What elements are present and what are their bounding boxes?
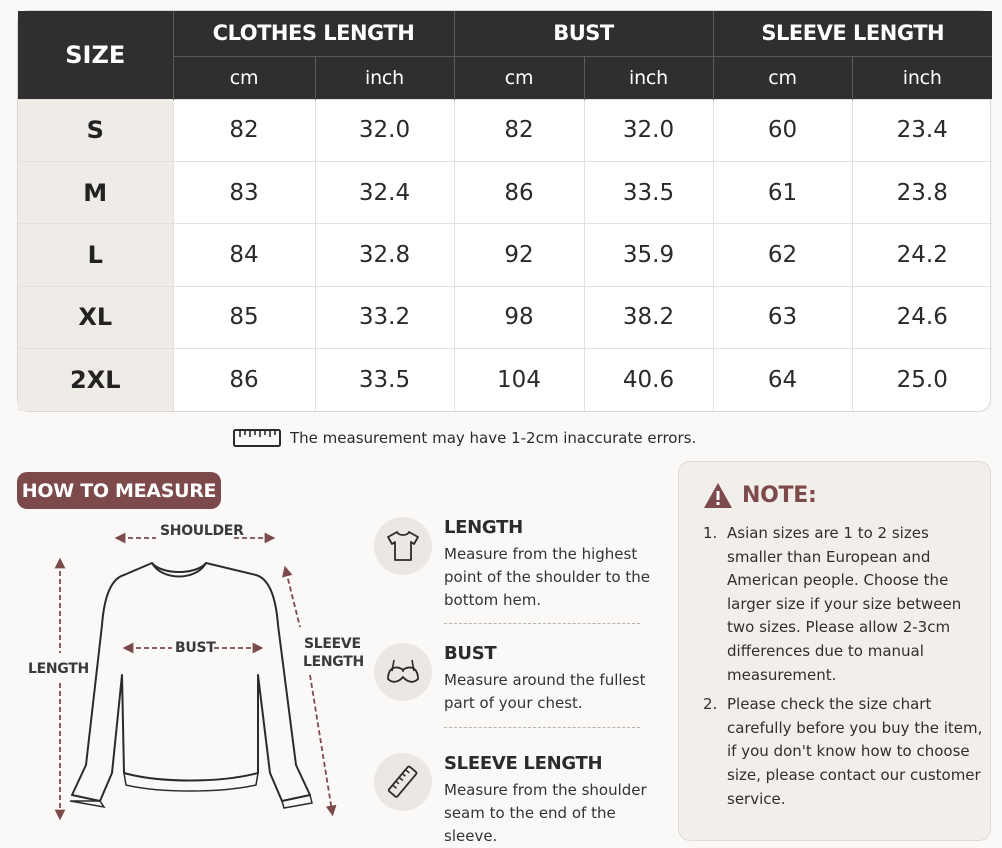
unit-header: cm bbox=[173, 56, 315, 99]
measure-item-bust bbox=[374, 643, 664, 733]
table-cell: 23.4 bbox=[852, 99, 992, 161]
note-title: NOTE: bbox=[742, 483, 817, 508]
table-cell: 32.0 bbox=[315, 99, 454, 161]
size-cell: 2XL bbox=[18, 349, 173, 411]
table-cell: 92 bbox=[454, 224, 584, 286]
table-cell: 38.2 bbox=[584, 286, 713, 348]
list-item bbox=[703, 693, 983, 811]
unit-header: inch bbox=[852, 56, 992, 99]
divider bbox=[444, 727, 640, 728]
unit-header: cm bbox=[713, 56, 852, 99]
note-text: Asian sizes are 1 to 2 sizes smaller than European and American people. Choose the larger size if your size between two sizes. Please allow 2-3cm differences due to manual measurement. bbox=[727, 524, 962, 684]
tshirt-icon bbox=[374, 517, 432, 575]
table-cell: 32.8 bbox=[315, 224, 454, 286]
sleeve-label-line2: LENGTH bbox=[303, 654, 364, 670]
measure-title: SLEEVE LENGTH bbox=[444, 753, 603, 774]
size-header: SIZE bbox=[18, 11, 173, 99]
table-cell: 61 bbox=[713, 161, 852, 223]
table-cell: 86 bbox=[454, 161, 584, 223]
table-cell: 23.8 bbox=[852, 161, 992, 223]
unit-header: inch bbox=[315, 56, 454, 99]
measure-title: BUST bbox=[444, 643, 497, 664]
measurement-note-text: The measurement may have 1-2cm inaccurate errors. bbox=[290, 429, 697, 447]
measure-title: LENGTH bbox=[444, 517, 523, 538]
table-row bbox=[18, 99, 992, 161]
ruler-icon bbox=[233, 428, 281, 448]
table-cell: 32.4 bbox=[315, 161, 454, 223]
table-row bbox=[18, 286, 992, 348]
size-cell: XL bbox=[18, 286, 173, 348]
sleeve-length-header: SLEEVE LENGTH bbox=[713, 11, 992, 56]
table-cell: 82 bbox=[173, 99, 315, 161]
table-cell: 60 bbox=[713, 99, 852, 161]
size-cell: M bbox=[18, 161, 173, 223]
table-cell: 25.0 bbox=[852, 349, 992, 411]
measure-item-sleeve bbox=[374, 753, 664, 845]
measure-description: Measure from the highest point of the shoulder to the bottom hem. bbox=[444, 545, 650, 609]
sleeve-label-line1: SLEEVE bbox=[304, 636, 361, 652]
how-to-measure-badge: HOW TO MEASURE bbox=[17, 472, 221, 509]
table-row bbox=[18, 224, 992, 286]
measure-item-length bbox=[374, 517, 664, 617]
note-number: 1. bbox=[703, 524, 718, 542]
length-label: LENGTH bbox=[28, 661, 89, 677]
table-cell: 33.5 bbox=[584, 161, 713, 223]
bust-header: BUST bbox=[454, 11, 713, 56]
divider bbox=[444, 623, 640, 624]
table-cell: 104 bbox=[454, 349, 584, 411]
table-cell: 84 bbox=[173, 224, 315, 286]
list-item bbox=[703, 522, 983, 687]
table-row bbox=[18, 161, 992, 223]
size-cell: L bbox=[18, 224, 173, 286]
measure-description: Measure around the fullest part of your chest. bbox=[444, 671, 646, 712]
table-cell: 62 bbox=[713, 224, 852, 286]
table-cell: 98 bbox=[454, 286, 584, 348]
table-cell: 33.5 bbox=[315, 349, 454, 411]
table-cell: 32.0 bbox=[584, 99, 713, 161]
table-cell: 85 bbox=[173, 286, 315, 348]
note-heading bbox=[703, 482, 816, 509]
note-text: Please check the size chart carefully before you buy the item, if you don't know how to choose size, please contact our customer service. bbox=[727, 695, 983, 808]
table-cell: 63 bbox=[713, 286, 852, 348]
table-cell: 83 bbox=[173, 161, 315, 223]
table-cell: 24.6 bbox=[852, 286, 992, 348]
table-cell: 24.2 bbox=[852, 224, 992, 286]
warning-icon bbox=[703, 482, 733, 509]
table-cell: 86 bbox=[173, 349, 315, 411]
table-row bbox=[18, 349, 992, 411]
clothes-length-header: CLOTHES LENGTH bbox=[173, 11, 454, 56]
table-cell: 64 bbox=[713, 349, 852, 411]
measure-description: Measure from the shoulder seam to the end of the sleeve. bbox=[444, 781, 647, 845]
table-cell: 82 bbox=[454, 99, 584, 161]
unit-header: cm bbox=[454, 56, 584, 99]
table-cell: 40.6 bbox=[584, 349, 713, 411]
note-list bbox=[703, 522, 983, 817]
note-box bbox=[678, 461, 991, 841]
ruler-icon bbox=[374, 753, 432, 811]
bust-label: BUST bbox=[175, 640, 216, 656]
measurement-note bbox=[233, 427, 696, 449]
table-cell: 33.2 bbox=[315, 286, 454, 348]
note-number: 2. bbox=[703, 695, 718, 714]
size-cell: S bbox=[18, 99, 173, 161]
shoulder-label: SHOULDER bbox=[160, 523, 244, 539]
unit-header: inch bbox=[584, 56, 713, 99]
size-chart-table bbox=[17, 10, 991, 412]
table-cell: 35.9 bbox=[584, 224, 713, 286]
bra-icon bbox=[374, 643, 432, 701]
